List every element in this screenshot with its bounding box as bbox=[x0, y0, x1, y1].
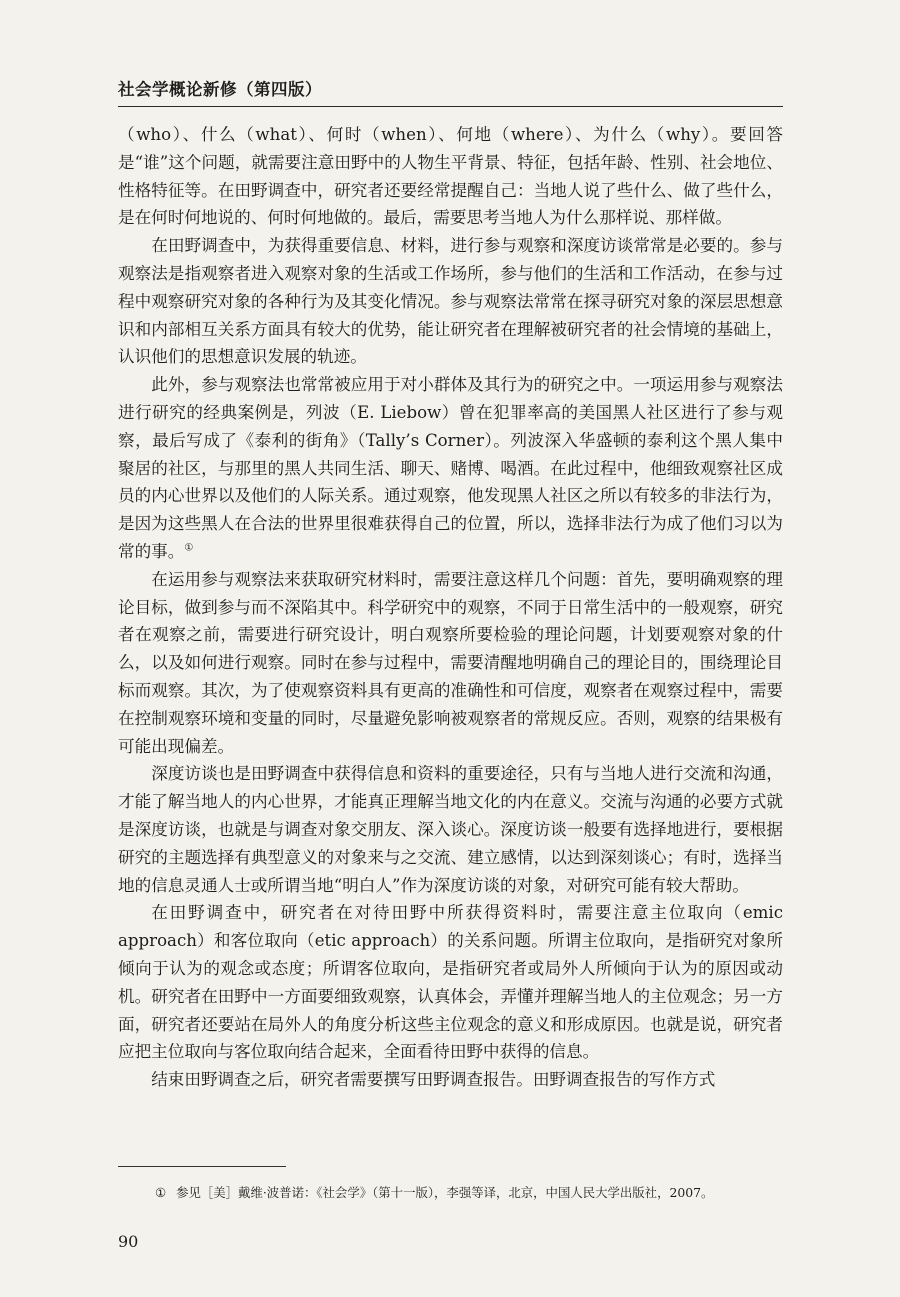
paragraph-1: （who）、什么（what）、何时（when）、何地（where）、为什么（why）。要回答是“谁”这个问题，就需要注意田野中的人物生平背景、特征，包括年龄、性别、社会地位、性格特征等。在田野调查中，研究者还要经常提醒自己：当地人说了些什么、做了些什么，是在何时何地说的、何时何地做的。最后，需要思考当地人为什么那样说、那样做。 bbox=[118, 125, 783, 228]
paragraph-6: 在田野调查中，研究者在对待田野中所获得资料时，需要注意主位取向（emic approach）和客位取向（etic approach）的关系问题。所谓主位取向，是指研究对象所倾向于认为的观念或态度；所谓客位取向，是指研究者或局外人所倾向于认为的原因或动机。研究者在田野中一方面要细致观察，认真体会，弄懂并理解当地人的主位观念；另一方面，研究者还要站在局外人的角度分析这些主位观念的意义和形成原因。也就是说，研究者应把主位取向与客位取向结合起来，全面看待田野中获得的信息。 bbox=[118, 903, 783, 1062]
paragraph-7: 结束田野调查之后，研究者需要撰写田野调查报告。田野调查报告的写作方式 bbox=[151, 1070, 716, 1090]
running-header: 社会学概论新修（第四版） bbox=[118, 80, 322, 99]
header-rule bbox=[118, 106, 783, 107]
footnote-text: 参见［美］戴维·波普诺：《社会学》（第十一版），李强等译，北京，中国人民大学出版社，2007。 bbox=[176, 1185, 714, 1200]
page-number: 90 bbox=[118, 1232, 139, 1251]
paragraph-4: 在运用参与观察法来获取研究材料时，需要注意这样几个问题：首先，要明确观察的理论目标，做到参与而不深陷其中。科学研究中的观察，不同于日常生活中的一般观察，研究者在观察之前，需要进行研究设计，明白观察所要检验的理论问题，计划要观察对象的什么，以及如何进行观察。同时在参与过程中，需要清醒地明确自己的理论目的，围绕理论目标而观察。其次，为了使观察资料具有更高的准确性和可信度，观察者在观察过程中，需要在控制观察环境和变量的同时，尽量避免影响被观察者的常规反应。否则，观察的结果极有可能出现偏差。 bbox=[118, 569, 783, 756]
body-text bbox=[118, 121, 783, 1094]
footnote-rule bbox=[118, 1166, 286, 1167]
paragraph-3 bbox=[118, 371, 783, 566]
paragraph-5: 深度访谈也是田野调查中获得信息和资料的重要途径，只有与当地人进行交流和沟通，才能了解当地人的内心世界，才能真正理解当地文化的内在意义。交流与沟通的必要方式就是深度访谈，也就是与调查对象交朋友、深入谈心。深度访谈一般要有选择地进行，要根据研究的主题选择有典型意义的对象来与之交流、建立感情，以达到深刻谈心；有时，选择当地的信息灵通人士或所谓当地“明白人”作为深度访谈的对象，对研究可能有较大帮助。 bbox=[118, 764, 783, 895]
footnote-mark: ① bbox=[155, 1185, 167, 1200]
paragraph-2: 在田野调查中，为获得重要信息、材料，进行参与观察和深度访谈常常是必要的。参与观察法是指观察者进入观察对象的生活或工作场所，参与他们的生活和工作活动，在参与过程中观察研究对象的各种行为及其变化情况。参与观察法常常在探寻研究对象的深层思想意识和内部相互关系方面具有较大的优势，能让研究者在理解被研究者的社会情境的基础上，认识他们的思想意识发展的轨迹。 bbox=[118, 236, 783, 367]
footnote bbox=[155, 1184, 795, 1202]
paragraph-3-text: 此外，参与观察法也常常被应用于对小群体及其行为的研究之中。一项运用参与观察法进行研究的经典案例是，列波（E. Liebow）曾在犯罪率高的美国黑人社区进行了参与观察，最后写成了《泰利的街角》（Tally’s Corner）。列波深入华盛顿的泰利这个黑人集中聚居的社区，与那里的黑人共同生活、聊天、赌博、喝酒。在此过程中，他细致观察社区成员的内心世界以及他们的人际关系。通过观察，他发现黑人社区之所以有较多的非法行为，是因为这些黑人在合法的世界里很难获得自己的位置，所以，选择非法行为成了他们习以为常的事。 bbox=[118, 375, 783, 561]
footnote-reference[interactable]: ① bbox=[184, 542, 194, 554]
